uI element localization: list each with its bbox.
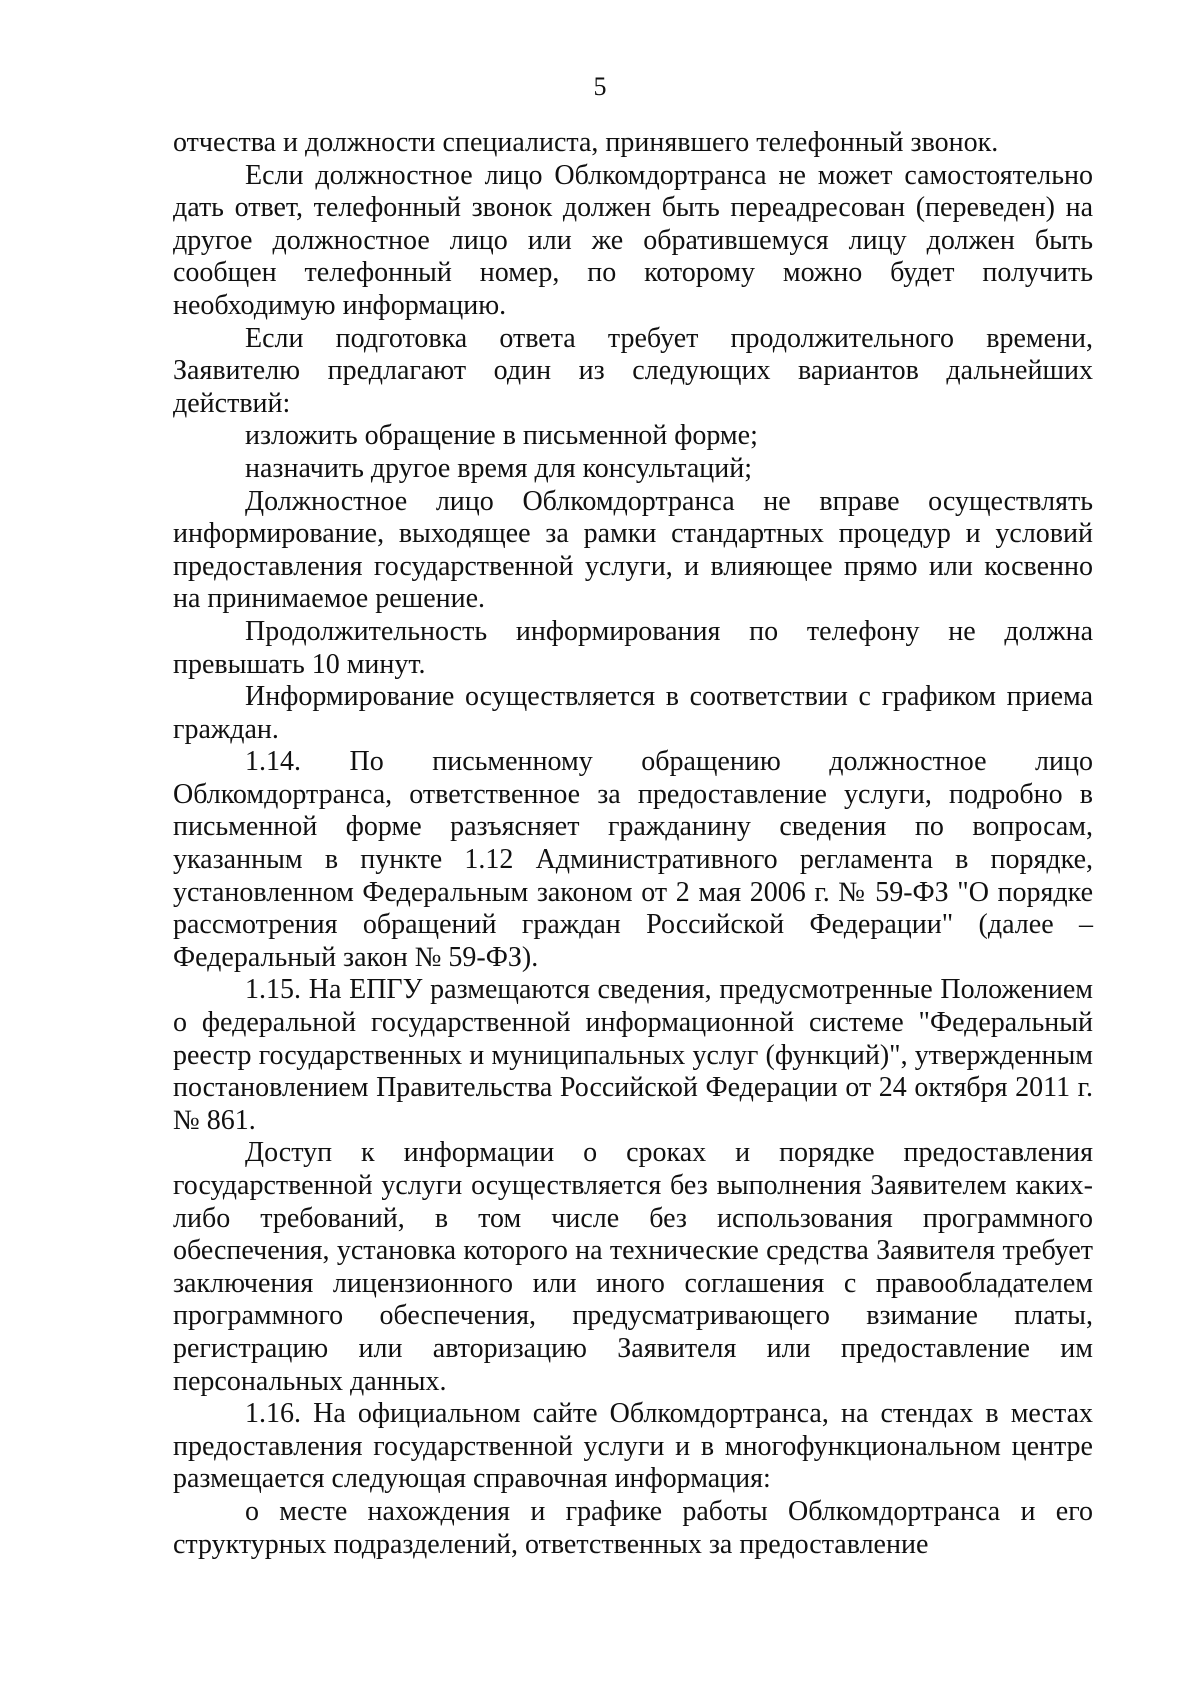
paragraph-13: о месте нахождения и графике работы Облкомдортранса и его структурных подразделений, ответственных за предоставление [173,1495,1093,1560]
paragraph-4: изложить обращение в письменной форме; [245,420,758,452]
paragraph-6: Должностное лицо Облкомдортранса не вправе осуществлять информирование, выходящее за рамки стандартных процедур и условий предоставления государственной услуги, и влияющее прямо или косвенно на принимаемое решение. [173,485,1093,615]
paragraph-1: отчества и должности специалиста, принявшего телефонный звонок. [173,127,999,158]
paragraph-10: 1.15. На ЕПГУ размещаются сведения, предусмотренные Положением о федеральной государственной информационной системе "Федеральный реестр государственных и муниципальных услуг (функций)", утвержденным постановлением Правительства Российской Федерации от 24 октября 2011 г. № 861. [173,974,1093,1136]
paragraph-8: Информирование осуществляется в соответствии с графиком приема граждан. [173,681,1093,745]
paragraph-12: 1.16. На официальном сайте Облкомдортранса, на стендах в местах предоставления государственной услуги и в многофункциональном центре размещается следующая справочная информация: [173,1398,1093,1495]
paragraph-7: Продолжительность информирования по телефону не должна превышать 10 минут. [173,615,1093,680]
paragraph-11: Доступ к информации о сроках и порядке предоставления государственной услуги осуществляется без выполнения Заявителем каких-либо требований, в том числе без использования программного обеспечения, установка которого на технические средства Заявителя требует заключения лицензионного или иного соглашения с правообладателем программного обеспечения, предусматривающего взимание платы, регистрацию или авторизацию Заявителя или предоставление им персональных данных. [173,1137,1093,1397]
document-body [173,127,1093,1561]
paragraph-9: 1.14. По письменному обращению должностное лицо Облкомдортранса, ответственное за предоставление услуги, подробно в письменной форме разъясняет гражданину сведения по вопросам, указанным в пункте 1.12 Административного регламента в порядке, установленном Федеральным законом от 2 мая 2006 г. № 59-ФЗ "О порядке рассмотрения обращений граждан Российской Федерации" (далее – Федеральный закон № 59-ФЗ). [173,746,1093,973]
paragraph-3: Если подготовка ответа требует продолжительного времени, Заявителю предлагают один из следующих вариантов дальнейших действий: [173,322,1093,419]
page-number: 5 [593,72,607,101]
paragraph-5: назначить другое время для консультаций; [245,452,753,484]
paragraph-2: Если должностное лицо Облкомдортранса не может самостоятельно дать ответ, телефонный звонок должен быть переадресован (переведен) на другое должностное лицо или же обратившемуся лицу должен быть сообщен телефонный номер, по которому можно будет получить необходимую информацию. [173,159,1093,321]
